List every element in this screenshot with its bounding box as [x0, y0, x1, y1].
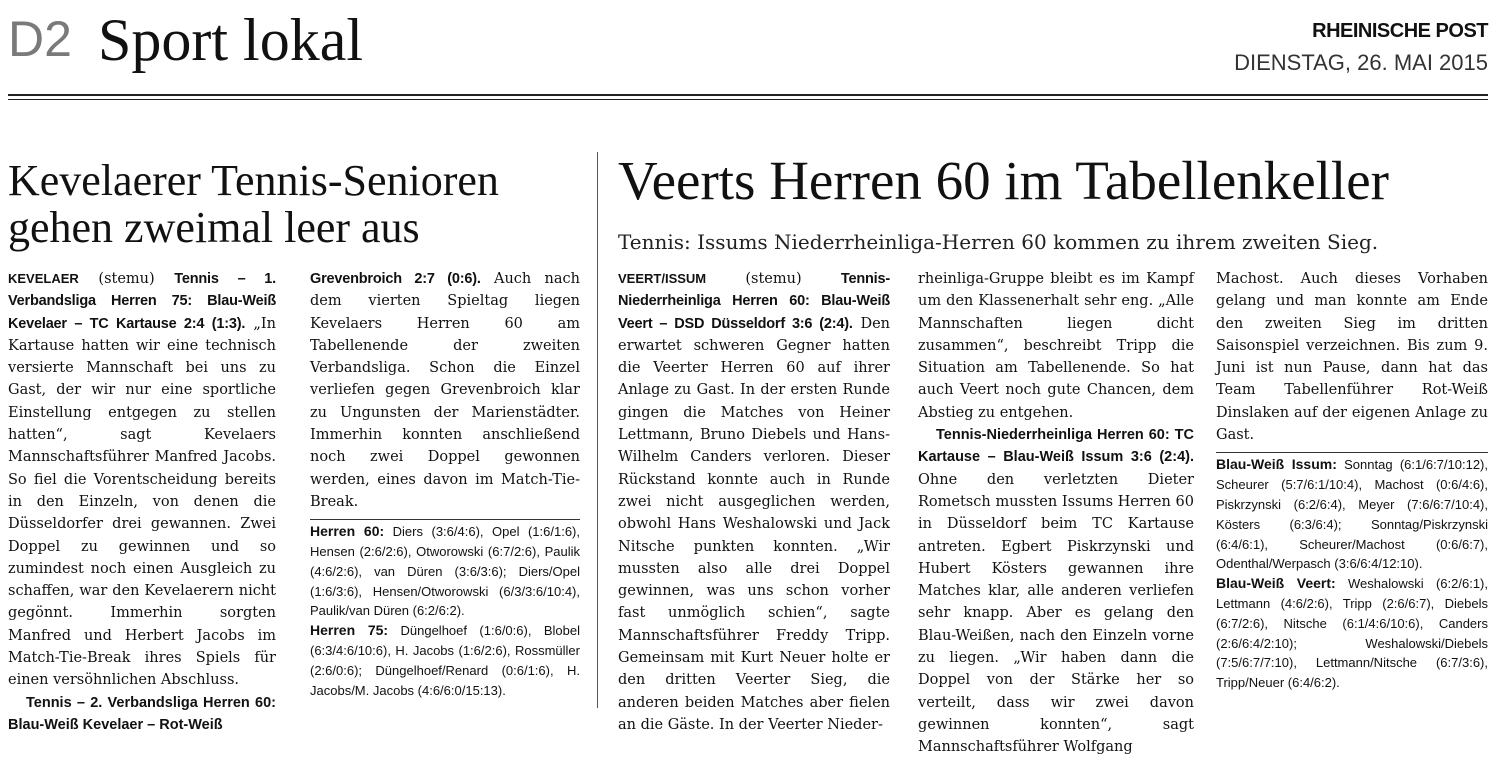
dateline-location: KEVELAER	[8, 271, 79, 286]
results-divider	[1216, 452, 1488, 453]
agency-tag: (stemu)	[706, 271, 841, 287]
results-label: Herren 60:	[310, 523, 385, 540]
article2-paragraph-4	[1216, 268, 1488, 446]
article1-paragraph-3	[310, 268, 580, 513]
article2-paragraph-2	[918, 268, 1194, 424]
results-herren-75	[310, 621, 580, 700]
article1-paragraph-1	[8, 268, 276, 692]
results-text: Sonntag (6:1/6:7/10:12), Scheurer (5:7/6:1/10:4), Machost (0:6/4:6), Piskrzynski (6:2/6:4), Meyer (7:6/6:7/10:4), Kösters (6:3/6:4); Sonntag/Piskrzynski (6:4/6:1), Scheurer/Machost (0:6/6:7), Odenthal/Werpasch (3:6/6:4/12:10).	[1216, 457, 1488, 572]
results-label: Blau-Weiß Veert:	[1216, 575, 1336, 592]
article1-paragraph-2	[8, 692, 276, 737]
column-divider	[597, 152, 598, 708]
match-lead: Tennis – 2. Verbandsliga Herren 60: Blau-Weiß Kevelaer – Rot-Weiß	[8, 694, 276, 733]
results-blau-weiss-veert	[1216, 574, 1488, 693]
article1-column-2	[310, 268, 580, 712]
paragraph-text: Auch nach dem vierten Spieltag liegen Kevelaers Herren 60 am Tabellenende der zweiten Verbandsliga. Schon die Einzel verliefen gegen Grevenbroich klar zu Ungunsten der Marienstädter. Immerhin konnten anschließend noch zwei Doppel gewonnen werden, eines davon im Match-Tie-Break.	[310, 271, 580, 510]
match-lead: Tennis – 1. Verbandsliga Herren 75: Blau-Weiß Kevelaer – TC Kartause 2:4 (1:3).	[8, 271, 276, 332]
article2-paragraph-1	[618, 268, 890, 736]
paragraph-text: Ohne den verletzten Dieter Rometsch mussten Issums Herren 60 in Düsseldorf beim TC Kartause antreten. Egbert Piskrzynski und Hubert Kösters gewannen ihre Matches klar, alle anderen verliefen sehr knapp. Aber es gelang den Blau-Weißen, nach den Einzeln vorne zu liegen. „Wir haben dann die Doppel von der Stärke her so verteilt, dass wir zwei davon gewinnen konnten“, sagt Mannschaftsführer Wolfgang	[918, 471, 1194, 756]
article2-subheadline: Tennis: Issums Niederrheinliga-Herren 60 kommen zu ihrem zweiten Sieg.	[618, 230, 1379, 254]
newspaper-name: RHEINISCHE POST	[1312, 20, 1488, 42]
match-lead: Tennis-Niederrheinliga Herren 60: Blau-Weiß Veert – DSD Düsseldorf 3:6 (2:4).	[618, 271, 890, 332]
article2-paragraph-3	[918, 424, 1194, 758]
page-number: D2	[8, 11, 72, 67]
results-blau-weiss-issum	[1216, 455, 1488, 574]
section-title: Sport lokal	[98, 7, 363, 73]
header-rule	[8, 94, 1488, 100]
match-lead: Grevenbroich 2:7 (0:6).	[310, 271, 481, 287]
article2-column-3	[1216, 268, 1488, 712]
article1-headline: Kevelaerer Tennis-Senioren gehen zweimal leer aus	[8, 156, 499, 252]
results-label: Blau-Weiß Issum:	[1216, 456, 1337, 473]
results-divider	[310, 519, 580, 520]
paragraph-text: Den erwartet schweren Gegner hatten die Veerter Herren 60 auf ihrer Anlage zu Gast. In der ersten Runde gingen die Matches von Heiner Lettmann, Bruno Diebels und Hans-Wilhelm Canders verloren. Dieser Rückstand konnte auch in Runde zwei nicht ausgeglichen werden, obwohl Hans Weshalowski und Jack Nitsche punkten konnten. „Wir mussten also alle drei Doppel gewinnen, was uns schon vorher fast unmöglich schien“, sagte Mannschaftsführer Freddy Tripp. Gemeinsam mit Kurt Neuer holte er den dritten Veerter Sieg, die anderen beiden Matches aber fielen an die Gäste. In der Veerter Nieder-	[618, 315, 891, 733]
article2-column-2	[918, 268, 1194, 756]
match-lead: Tennis-Niederrheinliga Herren 60: TC Kartause – Blau-Weiß Issum 3:6 (2:4).	[918, 427, 1194, 466]
results-label: Herren 75:	[310, 622, 389, 639]
agency-tag: (stemu)	[78, 271, 175, 287]
article2-column-1	[618, 268, 891, 733]
dateline-location: VEERT/ISSUM	[618, 271, 707, 286]
issue-date: DIENSTAG, 26. MAI 2015	[1234, 50, 1488, 75]
results-text: Weshalowski (6:2/6:1), Lettmann (4:6/2:6), Tripp (2:6/6:7), Diebels (6:7/2:6), Nitsche (6:1/4:6/10:6), Canders (2:6/6:4/2:10); Weshalowski/Diebels (7:5/6:7/7:10), Lettmann/Nitsche (6:7/3:6), Tripp/Neuer (6:4/6:2).	[1216, 576, 1488, 691]
results-text: Diers (3:6/4:6), Opel (1:6/1:6), Hensen (2:6/2:6), Otworowski (6:7/2:6), Paulik (4:6/2:6), van Düren (3:6/3:6); Diers/Opel (1:6/3:6), Hensen/Otworowski (6/3/3:6/10:4), Paulik/van Düren (6:2/6:2).	[310, 524, 580, 619]
results-herren-60	[310, 522, 580, 621]
results-text: Düngelhoef (1:6/0:6), Blobel (6:3/4:6/10:6), H. Jacobs (1:6/2:6), Rossmüller (2:6/0:6); Düngelhoef/Renard (0:6/1:6), H. Jacobs/M. Jacobs (4:6/6:0/15:13).	[310, 623, 580, 698]
article2-headline: Veerts Herren 60 im Tabellenkeller	[618, 150, 1389, 211]
paragraph-text: Machost. Auch dieses Vorhaben gelang und man konnte am Ende den zweiten Sieg im dritten Saisonspiel verzeichnen. Bis zum 9. Juni ist nun Pause, dann hat das Team Tabellenführer Rot-Weiß Dinslaken auf der eigenen Anlage zu Gast.	[1216, 271, 1488, 444]
article1-column-1	[8, 268, 276, 733]
paragraph-text: rheinliga-Gruppe bleibt es im Kampf um den Klassenerhalt sehr eng. „Alle Mannschaften liegen dicht zusammen“, beschreibt Tripp die Situation am Tabellenende. So hat auch Veert noch gute Chancen, dem Abstieg zu entgehen.	[918, 271, 1194, 421]
paragraph-text: „In Kartause hatten wir eine technisch versierte Mannschaft bei uns zu Gast, der wir nur eine sportliche Einstellung entgegen zu stellen hatten“, sagt Kevelaers Mannschaftsführer Manfred Jacobs. So fiel die Vorentscheidung bereits in den Einzeln, von denen die Düsseldorfer drei gewannen. Zwei Doppel zu gewinnen und so zumindest noch einen Ausgleich zu schaffen, war den Kevelaerern nicht gegönnt. Immerhin sorgten Manfred und Herbert Jacobs im Match-Tie-Break ihres Spiels für einen versöhnlichen Abschluss.	[8, 315, 276, 689]
